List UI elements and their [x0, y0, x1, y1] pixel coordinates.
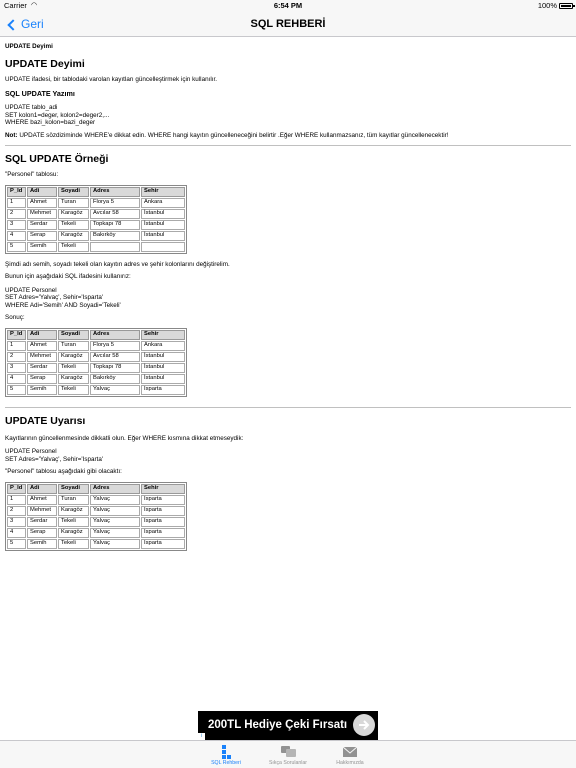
table-cell: 4	[7, 231, 26, 241]
table-cell: Ahmet	[27, 341, 57, 351]
table-cell: İstanbul	[141, 209, 185, 219]
warning-code: UPDATE Personel SET Adres='Yalvaç', Sehir='Isparta'	[5, 448, 104, 463]
table-cell: Turan	[58, 341, 89, 351]
table-cell: Tekeli	[58, 363, 89, 373]
column-header: Soyadi	[58, 484, 89, 494]
column-header: Soyadi	[58, 187, 89, 197]
table-cell: 2	[7, 352, 26, 362]
table-cell: 3	[7, 517, 26, 527]
table-cell: Ankara	[141, 341, 185, 351]
warning-result-text: "Personel" tablosu aşağıdaki gibi olacaktı:	[5, 468, 122, 475]
section-heading-warning: UPDATE Uyarısı	[5, 414, 86, 427]
column-header: P_Id	[7, 187, 26, 197]
table-cell: Yalvaç	[90, 539, 140, 549]
table-cell: Serdar	[27, 363, 57, 373]
table-cell: Turan	[58, 198, 89, 208]
column-header: P_Id	[7, 330, 26, 340]
battery-percent: 100%	[537, 1, 557, 10]
ad-text: 200TL Hediye Çeki Fırsatı	[208, 719, 348, 731]
column-header: Adi	[27, 330, 57, 340]
table-row	[7, 539, 185, 549]
table-cell: İstanbul	[141, 220, 185, 230]
tab-label: Sıkça Sorulanlar	[268, 760, 308, 766]
table-cell	[141, 242, 185, 252]
table-cell: Serdar	[27, 220, 57, 230]
table-row	[7, 209, 185, 219]
tab-label: Hakkımızda	[336, 760, 364, 766]
table-row	[7, 495, 185, 505]
table-cell: İstanbul	[141, 231, 185, 241]
page-title: SQL REHBERİ	[250, 18, 326, 30]
table-cell: 1	[7, 198, 26, 208]
table-cell: Mehmet	[27, 506, 57, 516]
table-cell: Florya 5	[90, 198, 140, 208]
table-cell: Bakırköy	[90, 374, 140, 384]
table-cell: Serap	[27, 374, 57, 384]
table-cell: Serap	[27, 231, 57, 241]
tab-hakkimizda[interactable]	[310, 743, 390, 768]
syntax-code: UPDATE tablo_adi SET kolon1=deger, kolon2=deger2,... WHERE bazi_kolon=bazi_deger	[5, 104, 110, 126]
table-cell: Tekeli	[58, 385, 89, 395]
table-cell: Tekeli	[58, 539, 89, 549]
table-row	[7, 352, 185, 362]
table-cell: Tekeli	[58, 220, 89, 230]
column-header: Sehir	[141, 187, 185, 197]
section-heading-update: UPDATE Deyimi	[5, 57, 85, 70]
table-cell: Ahmet	[27, 198, 57, 208]
table-cell: 5	[7, 385, 26, 395]
column-header: P_Id	[7, 484, 26, 494]
column-header: Adi	[27, 187, 57, 197]
note-paragraph	[5, 132, 571, 140]
table-cell: Ahmet	[27, 495, 57, 505]
divider	[5, 145, 571, 146]
note-label: Not:	[5, 131, 18, 139]
navigation-bar	[0, 12, 576, 37]
table-cell: Serdar	[27, 517, 57, 527]
table-cell: 2	[7, 209, 26, 219]
table-row	[7, 220, 185, 230]
table-intro: "Personel" tablosu:	[5, 171, 59, 178]
update-code: UPDATE Personel SET Adres='Yalvaç', Sehir='Isparta' WHERE Adi='Semih' AND Soyadi='Tekeli'	[5, 286, 121, 309]
personel-table-result	[5, 328, 187, 397]
table-cell: Semih	[27, 539, 57, 549]
table-cell: 5	[7, 242, 26, 252]
table-row	[7, 341, 185, 351]
table-cell: Karagöz	[58, 231, 89, 241]
table-cell: Yalvaç	[90, 385, 140, 395]
breadcrumb-title: UPDATE Deyimi	[5, 43, 53, 50]
status-bar	[0, 0, 576, 12]
table-cell: İstanbul	[141, 374, 185, 384]
arrow-right-icon[interactable]	[353, 714, 375, 736]
section-heading-example: SQL UPDATE Örneği	[5, 153, 109, 165]
table-row	[7, 231, 185, 241]
table-cell: 3	[7, 220, 26, 230]
table-cell: Karagöz	[58, 528, 89, 538]
table-cell: Avcılar 58	[90, 352, 140, 362]
table-cell: Isparta	[141, 506, 185, 516]
tab-bar	[0, 740, 576, 768]
personel-table-original	[5, 185, 187, 254]
table-cell: İstanbul	[141, 363, 185, 373]
table-cell	[90, 242, 140, 252]
update-usage: Bunun için aşağıdaki SQL ifadesini kullanırız:	[5, 273, 131, 280]
table-cell: Yalvaç	[90, 517, 140, 527]
table-cell: 2	[7, 506, 26, 516]
result-label: Sonuç:	[5, 314, 25, 321]
table-cell: Yalvaç	[90, 506, 140, 516]
intro-text: UPDATE ifadesi, bir tablodaki varolan kayıtları güncelleştirmek için kullanılır.	[5, 75, 217, 83]
grid-icon	[219, 744, 234, 759]
table-cell: 3	[7, 363, 26, 373]
ad-banner[interactable]	[198, 711, 378, 740]
mail-icon	[342, 744, 358, 759]
column-header: Adi	[27, 484, 57, 494]
article-content[interactable]	[5, 38, 571, 738]
table-cell: Yalvaç	[90, 528, 140, 538]
column-header: Adres	[90, 187, 140, 197]
table-cell: Turan	[58, 495, 89, 505]
table-cell: Karagöz	[58, 506, 89, 516]
table-cell: Semih	[27, 242, 57, 252]
table-row	[7, 506, 185, 516]
table-row	[7, 242, 185, 252]
table-cell: Isparta	[141, 528, 185, 538]
table-cell: 1	[7, 341, 26, 351]
carrier-label: Carrier	[4, 1, 27, 10]
status-time: 6:54 PM	[273, 1, 303, 10]
battery-icon	[559, 3, 573, 9]
update-description: Şimdi adı semih, soyadı tekeli olan kayıtın adres ve şehir kolonlarını değiştirelim.	[5, 260, 230, 268]
chat-bubbles-icon	[280, 744, 297, 759]
column-header: Soyadi	[58, 330, 89, 340]
table-cell: Karagöz	[58, 374, 89, 384]
syntax-heading: SQL UPDATE Yazımı	[5, 89, 75, 98]
table-cell: 4	[7, 374, 26, 384]
table-header-row	[7, 187, 185, 197]
ad-info-icon[interactable]: i	[198, 733, 205, 740]
table-cell: Karagöz	[58, 352, 89, 362]
table-cell: Isparta	[141, 539, 185, 549]
table-row	[7, 385, 185, 395]
table-cell: Topkapı 78	[90, 220, 140, 230]
table-cell: 5	[7, 539, 26, 549]
personel-table-warning	[5, 482, 187, 551]
table-cell: Semih	[27, 385, 57, 395]
table-cell: Mehmet	[27, 209, 57, 219]
table-cell: İstanbul	[141, 352, 185, 362]
table-cell: 1	[7, 495, 26, 505]
back-button-label: Geri	[21, 17, 44, 31]
table-cell: Avcılar 58	[90, 209, 140, 219]
table-row	[7, 374, 185, 384]
table-header-row	[7, 330, 185, 340]
table-row	[7, 198, 185, 208]
divider	[5, 407, 571, 408]
column-header: Sehir	[141, 330, 185, 340]
table-cell: Ankara	[141, 198, 185, 208]
table-row	[7, 528, 185, 538]
column-header: Adres	[90, 330, 140, 340]
table-header-row	[7, 484, 185, 494]
table-row	[7, 517, 185, 527]
table-cell: 4	[7, 528, 26, 538]
table-cell: Tekeli	[58, 242, 89, 252]
table-cell: Bakırköy	[90, 231, 140, 241]
wifi-icon: ◠	[31, 2, 38, 9]
table-cell: Yalvaç	[90, 495, 140, 505]
warning-text: Kayıtlarının güncellenmesinde dikkatli olun. Eğer WHERE kısmına dikkat etmeseydik:	[5, 434, 244, 442]
note-text: UPDATE sözdiziminde WHERE'e dikkat edin. WHERE hangi kayıtın güncelleneceğini belirtir .Eğer WHERE kullanmazsanız, tüm kayıtlar güncellenecektir!	[17, 131, 449, 139]
table-cell: Topkapı 78	[90, 363, 140, 373]
table-cell: Mehmet	[27, 352, 57, 362]
table-cell: Florya 5	[90, 341, 140, 351]
column-header: Sehir	[141, 484, 185, 494]
table-row	[7, 363, 185, 373]
table-cell: Isparta	[141, 517, 185, 527]
table-cell: Tekeli	[58, 517, 89, 527]
table-cell: Isparta	[141, 495, 185, 505]
tab-label: SQL Rehberi	[211, 760, 241, 766]
table-cell: Serap	[27, 528, 57, 538]
column-header: Adres	[90, 484, 140, 494]
table-cell: Karagöz	[58, 209, 89, 219]
table-cell: Isparta	[141, 385, 185, 395]
